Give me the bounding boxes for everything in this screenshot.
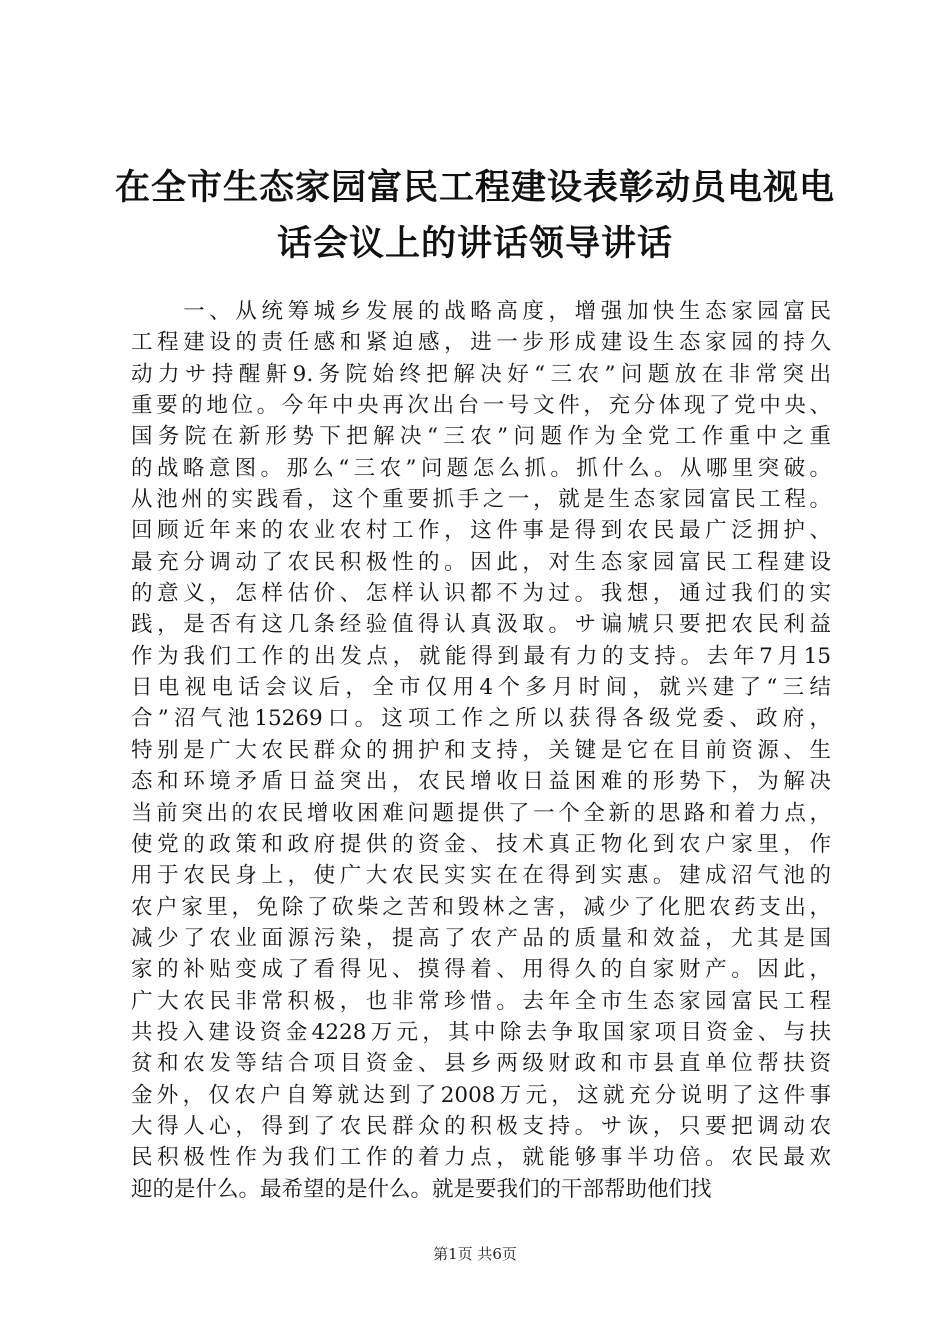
- body-line: 工程建设的责任感和紧迫感，进一步形成建设生态家园的持久: [131, 330, 831, 356]
- body-line: 动力サ持醒鼾9.务院始终把解决好“三农”问题放在非常突出: [131, 361, 831, 387]
- body-line: 金外，仅农户自筹就达到了2008万元，这就充分说明了这件事: [131, 1082, 831, 1108]
- body-line: 态和环境矛盾日益突出，农民增收日益困难的形势下，为解决: [131, 769, 831, 795]
- body-line: 一、从统筹城乡发展的战略高度，增强加快生态家园富民: [131, 299, 831, 324]
- body-line: 农户家里，免除了砍柴之苦和毁林之害，减少了化肥农药支出，: [131, 894, 831, 920]
- title-line-2: 话会议上的讲话领导讲话: [276, 224, 673, 264]
- body-line: 大得人心，得到了农民群众的积极支持。サ诙，只要把调动农: [131, 1113, 831, 1139]
- body-line: 用于农民身上，使广大农民实实在在得到实惠。建成沼气池的: [131, 863, 831, 889]
- title-line-1: 在全市生态家园富民工程建设表彰动员电视电: [114, 168, 835, 208]
- body-line: 贫和农发等结合项目资金、县乡两级财政和市县直单位帮扶资: [131, 1051, 831, 1077]
- body-line: 家的补贴变成了看得见、摸得着、用得久的自家财产。因此，: [131, 957, 831, 983]
- body-line: 国务院在新形势下把解决“三农”问题作为全党工作重中之重: [131, 424, 831, 450]
- body-line: 当前突出的农民增收困难问题提供了一个全新的思路和着力点，: [131, 800, 831, 826]
- body-paragraph: [131, 296, 831, 1205]
- body-line: 日电视电话会议后，全市仅用4个多月时间，就兴建了“三结: [131, 675, 831, 701]
- body-line: 迎的是什么。最希望的是什么。就是要我们的干部帮助他们找: [131, 1176, 712, 1202]
- body-line: 践，是否有这几条经验值得认真汲取。サ谝虓只要把农民利益: [131, 612, 831, 638]
- body-line: 减少了农业面源污染，提高了农产品的质量和效益，尤其是国: [131, 925, 831, 951]
- body-line: 回顾近年来的农业农村工作，这件事是得到农民最广泛拥护、: [131, 518, 831, 544]
- body-line: 使党的政策和政府提供的资金、技术真正物化到农户家里，作: [131, 831, 831, 857]
- body-line: 的战略意图。那么“三农”问题怎么抓。抓什么。从哪里突破。: [131, 455, 831, 481]
- body-line: 合”沼气池15269口。这项工作之所以获得各级党委、政府，: [131, 706, 831, 732]
- body-line: 作为我们工作的出发点，就能得到最有力的支持。去年7月15: [131, 643, 831, 669]
- page-footer: 第1页 共6页: [433, 1245, 517, 1263]
- body-line: 重要的地位。今年中央再次出台一号文件，充分体现了党中央、: [131, 393, 831, 419]
- body-line: 特别是广大农民群众的拥护和支持，关键是它在目前资源、生: [131, 737, 831, 763]
- body-line: 从池州的实践看，这个重要抓手之一，就是生态家园富民工程。: [131, 487, 831, 513]
- body-line: 的意义，怎样估价、怎样认识都不为过。我想，通过我们的实: [131, 581, 831, 607]
- body-line: 民积极性作为我们工作的着力点，就能够事半功倍。农民最欢: [131, 1145, 831, 1171]
- body-line: 广大农民非常积极，也非常珍惜。去年全市生态家园富民工程: [131, 988, 831, 1014]
- body-line: 共投入建设资金4228万元，其中除去争取国家项目资金、与扶: [131, 1019, 831, 1045]
- document-title: [110, 160, 840, 272]
- body-line: 最充分调动了农民积极性的。因此，对生态家园富民工程建设: [131, 549, 831, 575]
